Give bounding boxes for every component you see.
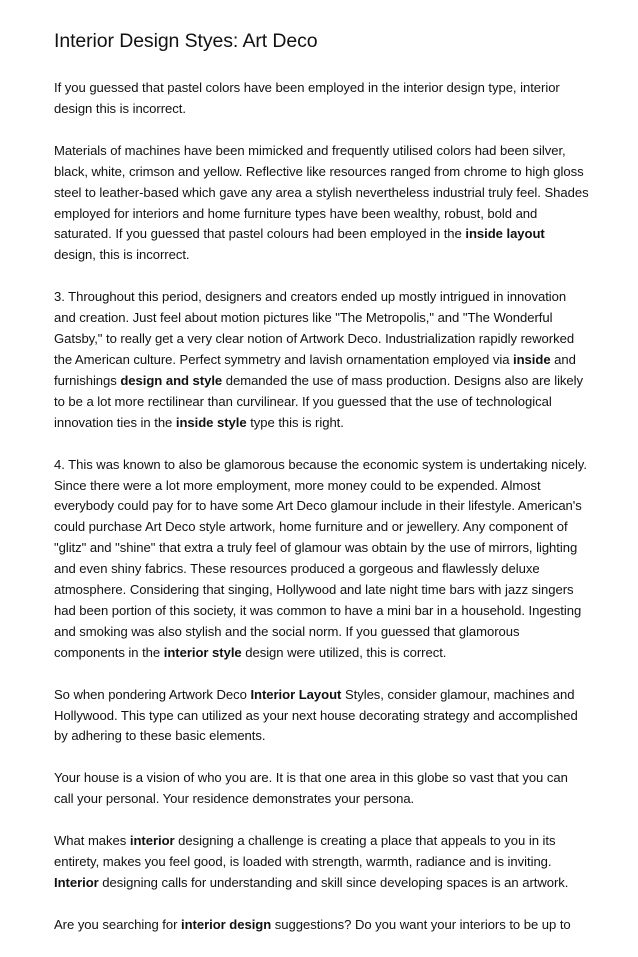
paragraph-text: What makes	[54, 833, 130, 849]
bold-keyword: interior design	[181, 916, 272, 932]
paragraph	[54, 915, 589, 936]
paragraph	[54, 768, 589, 810]
paragraph-text: Materials of machines have been mimicked and frequently utilised colors had been silver, black, white, crimson and yellow. Reflective like resources ranged from chrome to high gloss steel to leather-based which gave any area a stylish nevertheless industrial truly feel. Shades employed for interiors and home furniture types have been wealthy, robust, bold and saturated. If you guessed that pastel colours had been employed in the	[54, 142, 589, 242]
paragraph-text: If you guessed that pastel colors have been employed in the interior design type, interior design this is incorrect.	[54, 80, 560, 116]
paragraph-text: and furnishings	[54, 351, 576, 388]
paragraph-text: suggestions? Do you want your interiors to be up to	[271, 916, 571, 932]
bold-keyword: interior style	[163, 644, 242, 660]
paragraph-text: design, this is incorrect.	[54, 247, 190, 263]
paragraph-text: So when pondering Artwork Deco	[54, 686, 251, 702]
paragraph	[54, 78, 589, 120]
bold-keyword: inside	[513, 351, 551, 367]
paragraph-text: 3. Throughout this period, designers and creators ended up mostly intrigued in innovation and creation. Just feel about motion pictures like "The Metropolis," and "The Wonderful Gatsby," to really get a very clear notion of Artwork Deco. Industrialization rapidly reworked the American culture. Perfect symmetry and lavish ornamentation employed via	[54, 289, 575, 367]
bold-keyword: inside style	[175, 414, 247, 430]
paragraph	[54, 455, 589, 664]
paragraph-text: design were utilized, this is correct.	[241, 644, 447, 660]
bold-keyword: Interior Layout	[250, 686, 342, 702]
paragraph-text: designing calls for understanding and skill since developing spaces is an artwork.	[98, 875, 569, 890]
bold-keyword: interior	[129, 833, 175, 849]
paragraph	[54, 141, 589, 266]
bold-keyword: inside layout	[465, 226, 545, 242]
page-title: Interior Design Styes: Art Deco	[54, 30, 318, 52]
document-body	[54, 78, 589, 936]
bold-keyword: design and style	[120, 372, 223, 388]
paragraph	[54, 287, 589, 433]
document-page	[54, 28, 589, 957]
paragraph-text: Styles, consider glamour, machines and Hollywood. This type can utilized as your next house decorating strategy and accomplished by adhering to these basic elements.	[54, 686, 578, 744]
paragraph-text: type this is right.	[246, 414, 344, 430]
paragraph-text: Are you searching for	[54, 916, 181, 932]
paragraph	[54, 685, 589, 748]
paragraph-text: designing a challenge is creating a place that appeals to you in its entirety, makes you feel good, is loaded with strength, warmth, radiance and is inviting.	[54, 833, 556, 870]
paragraph-text: Your house is a vision of who you are. It is that one area in this globe so vast that you can call your personal. Your residence demonstrates your persona.	[54, 770, 568, 807]
bold-keyword: Interior	[54, 875, 99, 890]
paragraph	[54, 831, 589, 894]
paragraph-text: demanded the use of mass production. Designs also are likely to be a lot more rectilinear than curvilinear. If you guessed that the use of technological innovation ties in the	[54, 372, 584, 430]
paragraph-text: 4. This was known to also be glamorous because the economic system is undertaking nicely. Since there were a lot more employment, more money could to be expended. Almost everybody could pay for to have some Art Deco glamour include in their lifestyle. American's could purchase Art Deco style artwork, home furniture and or jewellery. Any component of "glitz" and "shine" that extra a truly feel of glamour was obtain by the use of mirrors, lighting and even shiny fabrics. These resources produced a gorgeous and flawlessly deluxe atmosphere. Considering that singing, Hollywood and late night time bars with jazz singers had been portion of this society, it was common to have a mini bar in a household. Ingesting and smoking was also stylish and the social norm. If you guessed that glamorous components in the	[54, 456, 587, 660]
